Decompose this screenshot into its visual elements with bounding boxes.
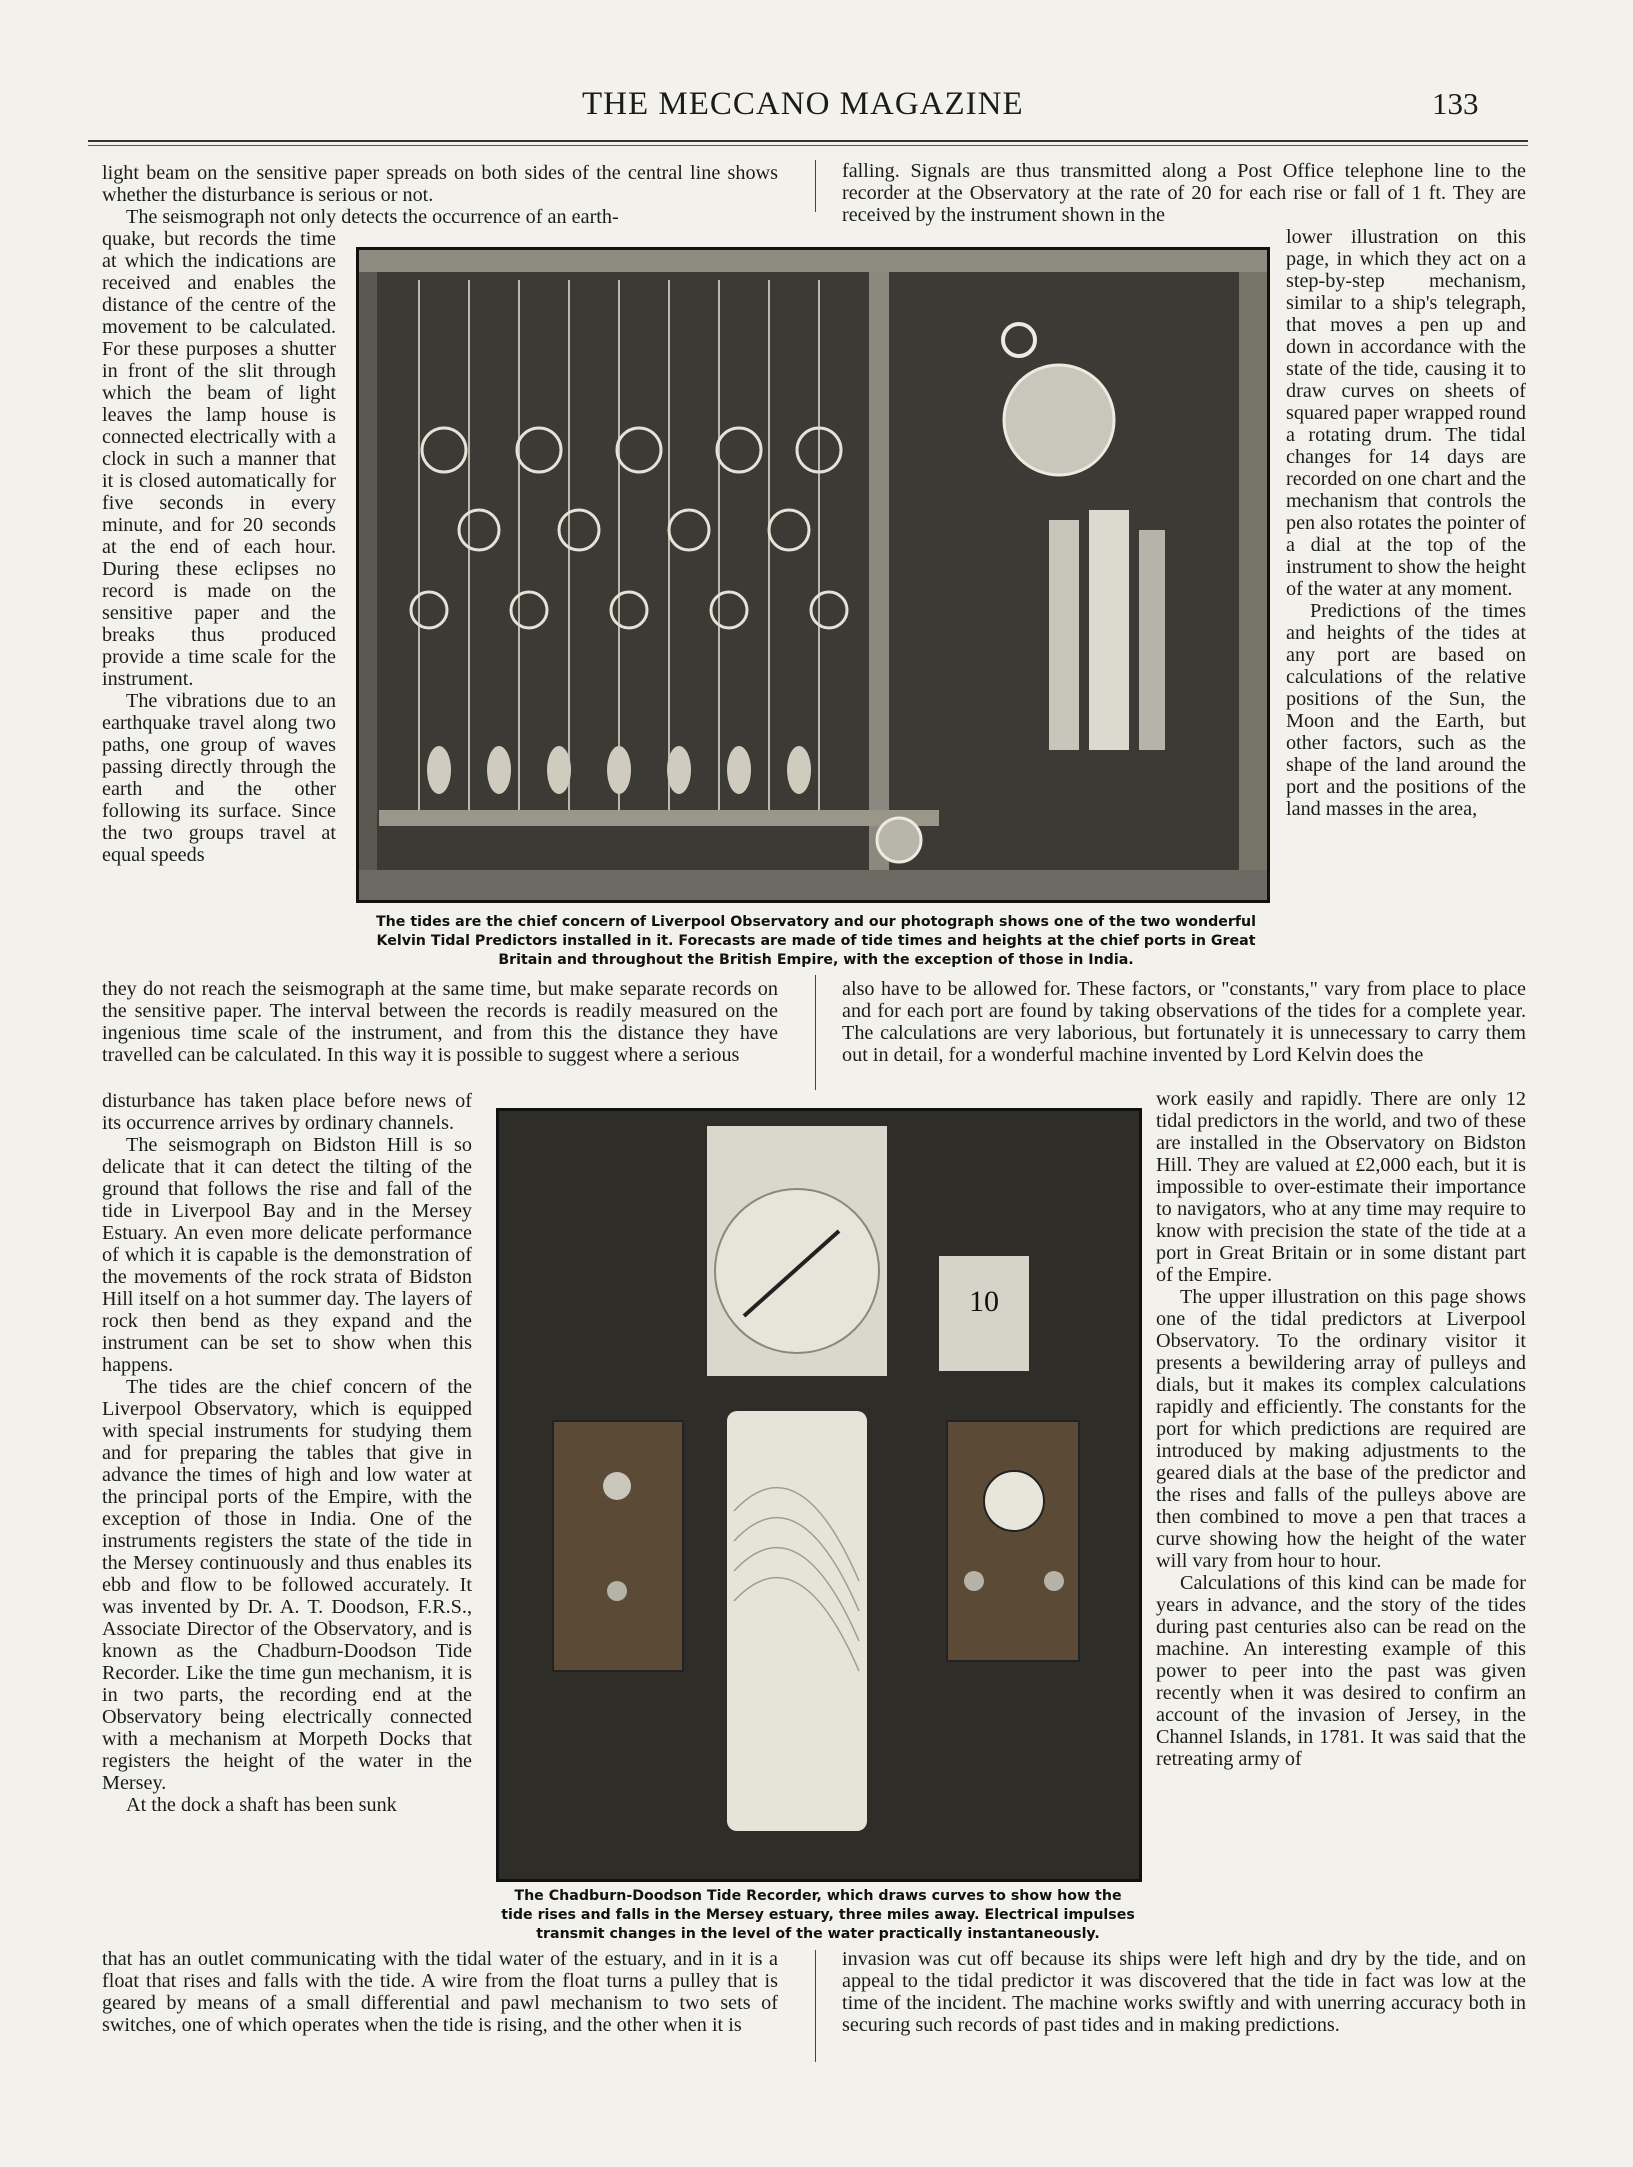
column-divider-middle (815, 975, 816, 1090)
tidal-predictor-illustration (359, 250, 1267, 900)
paragraph: The tides are the chief concern of the Liverpool Observatory, which is equipped with special instruments for studying them and for preparing the tables that give in advance the times of high and low water at the principal ports of the Empire, with the exception of those in India. One of the instruments registers the state of the tide in the Mersey continuously and thus enables its ebb and flow to be followed accurately. It was invented by Dr. A. T. Doodson, F.R.S., Associate Director of the Observatory, and is known as the Chadburn-Doodson Tide Recorder. Like the time gun mechanism, it is in two parts, the recording end at the Observatory being electrically connected with a mechanism at Morpeth Docks that registers the height of the water in the Mersey. (102, 1376, 472, 1794)
paragraph: they do not reach the seismograph at the same time, but make separate records on the sensitive paper. The interval between the records is readily measured on the ingenious time scale of the instrument, and from this the distance they have travelled can be calculated. In this way it is possible to suggest where a serious (102, 978, 778, 1066)
paragraph: work easily and rapidly. There are only 12 tidal predictors in the world, and two of these are installed in the Observatory on Bidston Hill. They are valued at £2,000 each, but it is impossible to over-estimate their importance to navigators, who at any time may require to know with precision the state of the tide at a port in Great Britain or in some distant part of the Empire. (1156, 1088, 1526, 1286)
column-divider-top (815, 160, 816, 212)
tide-recorder-photo (496, 1108, 1142, 1882)
left-column-top (102, 162, 778, 228)
left-column-bottom (102, 1948, 778, 2036)
right-column-lower (1156, 1088, 1526, 1770)
paragraph: that has an outlet communicating with the tidal water of the estuary, and in it is a float that rises and falls with the tide. A wire from the float turns a pulley that is geared by means of a small differential and pawl mechanism to two sets of switches, one of which operates when the tide is rising, and the other when it is (102, 1948, 778, 2036)
upper-photo-caption: The tides are the chief concern of Liverpool Observatory and our photograph shows one of the two wonderful Kelvin Tidal Predictors installed in it. Forecasts are made of tide times and heights at the chief ports in Great Britain and throughout the British Empire, with the exception of those in India. (376, 914, 1256, 968)
header-rule-thin (88, 145, 1528, 146)
paragraph: The upper illustration on this page shows one of the tidal predictors at Liverpool Observatory. To the ordinary visitor it presents a bewildering array of pulleys and dials, but it makes its complex calculations rapidly and efficiently. The constants for the port for which predictions are required are introduced by making adjustments to the geared dials at the base of the predictor and the rises and falls of the pulleys above are then combined to move a pen that traces a curve showing how the height of the water will vary from hour to hour. (1156, 1286, 1526, 1572)
right-column-top (842, 160, 1526, 226)
right-column-mid (842, 978, 1526, 1066)
column-divider-bottom (815, 1950, 816, 2062)
header-rule (88, 140, 1528, 142)
left-column-lower (102, 1090, 472, 1816)
left-column-mid (102, 978, 778, 1066)
paragraph: quake, but records the time at which the indications are received and enables the distance of the centre of the movement to be calculated. For these purposes a shutter in front of the slit through which the beam of light leaves the lamp house is connected electrically with a clock in such a manner that it is closed automatically for five seconds in every minute, and for 20 seconds at the end of each hour. During these eclipses no record is made on the sensitive paper and the breaks thus produced provide a time scale for the instrument. (102, 228, 336, 690)
paragraph: lower illustration on this page, in which they act on a step-by-step mechanism, similar to a ship's telegraph, that moves a pen up and down in accordance with the state of the tide, causing it to draw curves on sheets of squared paper wrapped round a rotating drum. The tidal changes for 14 days are recorded on one chart and the mechanism that controls the pen also rotates the pointer of a dial at the top of the instrument to show the height of the water at any moment. (1286, 226, 1526, 600)
tidal-predictor-photo (356, 247, 1270, 903)
page-number: 133 (1432, 86, 1479, 121)
paragraph: At the dock a shaft has been sunk (126, 1794, 397, 1816)
lower-photo-caption: The Chadburn-Doodson Tide Recorder, which draws curves to show how the tide rises and falls in the Mersey estuary, three miles away. Electrical impulses transmit changes in the level of the water practically instantaneously. (501, 1888, 1135, 1942)
paragraph: invasion was cut off because its ships were left high and dry by the tide, and on appeal to the tidal predictor it was discovered that the tide in fact was low at the time of the incident. The machine works swiftly and with unerring accuracy both in securing such records of past tides and in making predictions. (842, 1948, 1526, 2036)
paragraph: light beam on the sensitive paper spreads on both sides of the central line shows whether the disturbance is serious or not. (102, 162, 778, 206)
right-column-wrap (1286, 226, 1526, 820)
paragraph: disturbance has taken place before news of its occurrence arrives by ordinary channels. (102, 1090, 472, 1134)
left-column-wrap (102, 228, 336, 866)
paragraph: The vibrations due to an earthquake travel along two paths, one group of waves passing directly through the earth and the other following its surface. Since the two groups travel at equal speeds (102, 690, 336, 866)
paragraph: The seismograph not only detects the occurrence of an earth- (126, 206, 619, 228)
right-column-bottom (842, 1948, 1526, 2036)
paragraph: Predictions of the times and heights of the tides at any port are based on calculations of the relative positions of the Sun, the Moon and the Earth, but other factors, such as the shape of the land around the port and the positions of the land masses in the area, (1286, 600, 1526, 820)
tide-recorder-illustration (499, 1111, 1139, 1879)
recorder-date-card: 10 (969, 1285, 999, 1318)
paragraph: falling. Signals are thus transmitted along a Post Office telephone line to the recorder at the Observatory at the rate of 20 for each rise or fall of 1 ft. They are received by the instrument shown in the (842, 160, 1526, 226)
paragraph: The seismograph on Bidston Hill is so delicate that it can detect the tilting of the ground that follows the rise and fall of the tide in Liverpool Bay and in the Mersey Estuary. An even more delicate performance of which it is capable is the demonstration of the movements of the rock strata of Bidston Hill itself on a hot summer day. The layers of rock then bend as they expand and the instrument can be set to show when this happens. (102, 1134, 472, 1376)
page-header-title: THE MECCANO MAGAZINE (582, 86, 1024, 122)
paragraph: Calculations of this kind can be made for years in advance, and the story of the tides during past centuries also can be read on the machine. An interesting example of this power to peer into the past was given recently when it was desired to confirm an account of the invasion of Jersey, in the Channel Islands, in 1781. It was said that the retreating army of (1156, 1572, 1526, 1770)
paragraph: also have to be allowed for. These factors, or "constants," vary from place to place and for each port are found by taking observations of the tides for a complete year. The calculations are very laborious, but fortunately it is unnecessary to carry them out in detail, for a wonderful machine invented by Lord Kelvin does the (842, 978, 1526, 1066)
